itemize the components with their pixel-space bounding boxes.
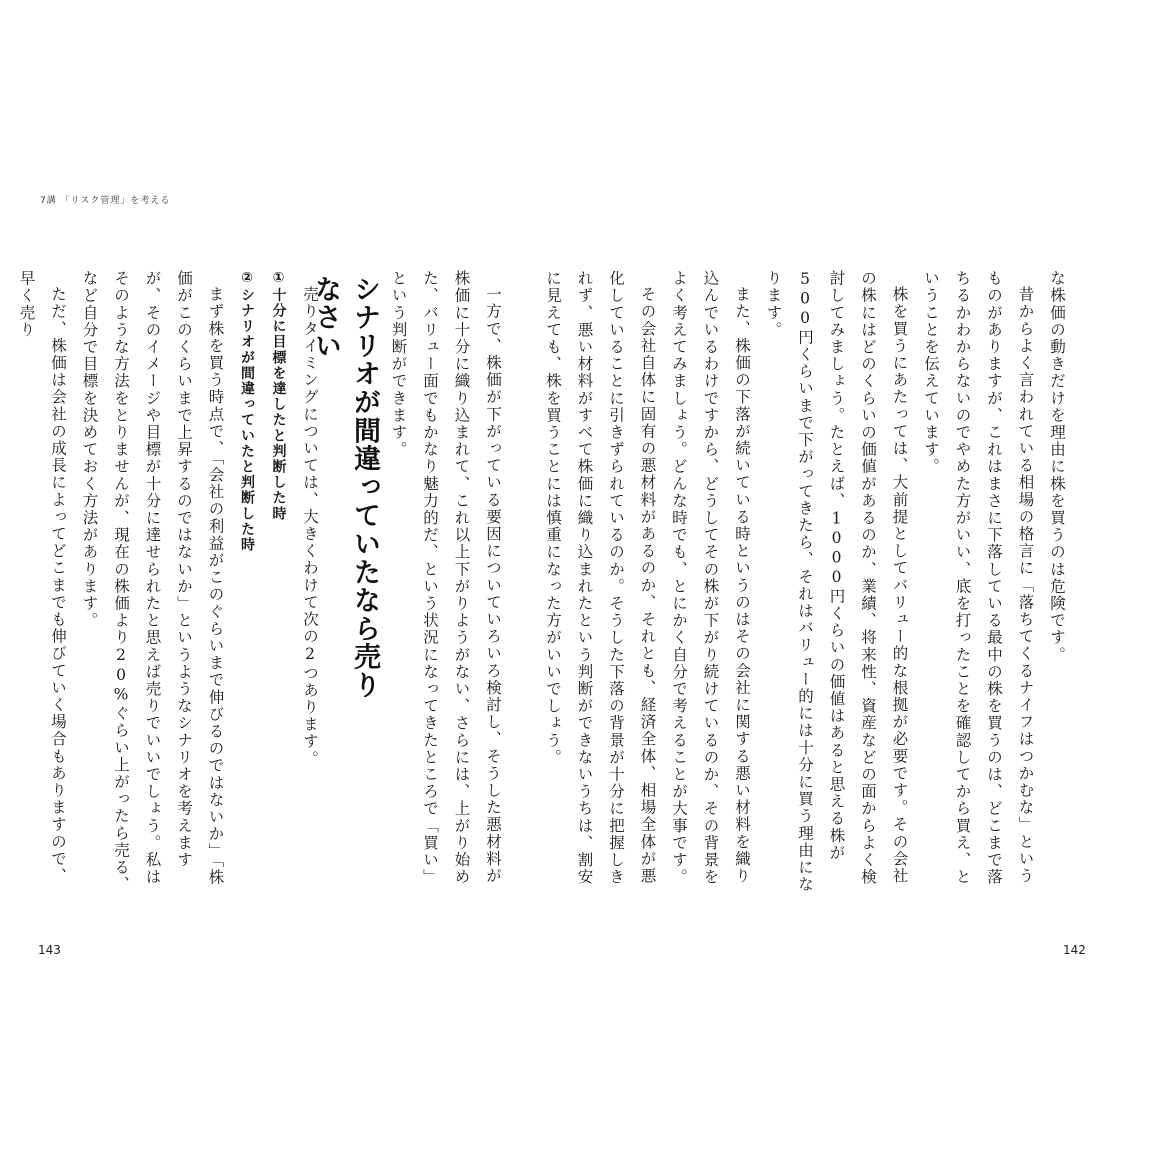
left-body-text xyxy=(17,270,325,900)
list-item: ②シナリオが間違っていたと判断した時 xyxy=(239,270,255,553)
right-body-text xyxy=(544,270,1072,900)
left-intro-text xyxy=(389,270,508,900)
paragraph: な株価の動きだけを理由に株を買うのは危険です。 xyxy=(1048,270,1066,664)
page-number: 143 xyxy=(38,943,61,957)
paragraph: まず株を買う時点で、「会社の利益がこのぐらいまで伸びるのではないか」「株価がこのくらいまで上昇するのではないか」というようなシナリオを考えますが、そのイメージや目標が十分に達せられたと思えば売りでいいでしょう。私はそのような方法をとりませんが、現在の株価より20%ぐらい上がったら売る、など自分で目標を決めておく方法があります。 xyxy=(80,270,225,894)
section-headline: シナリオが間違っていたなら売りなさい xyxy=(310,275,380,700)
paragraph: 一方で、株価が下がっている要因についていろいろ検討し、そうした悪材料が株価に十分に織り込まれて、これ以上下がりようがない、さらには、上がり始めた、バリュー面でもかなり魅力的だ、という状況になってきたところで「買い」という判断ができます。 xyxy=(389,270,502,886)
paragraph: 株を買うにあたっては、大前提としてバリュー的な根拠が必要です。その会社の株にはどのくらいの価値があるのか、業績、将来性、資産などの面からよく検討してみましょう。たとえば、1000円くらいの価値はあると思える株が500円くらいまで下がってきたら、それはバリュー的には十分に買う理由になります。 xyxy=(764,270,909,894)
paragraph: また、株価の下落が続いている時というのはその会社に関する悪い材料を織り込んでいるわけですから、どうしてその株が下がり続けているのか、その背景をよく考えてみましょう。どんな時でも、とにかく自分で考えることが大事です。 xyxy=(670,270,751,886)
paragraph: その会社自体に固有の悪材料があるのか、それとも、経済全体、相場全体が悪化していることに引きずられているのか。そうした下落の背景が十分に把握しきれず、悪い材料がすべて株価に織り込まれたという判断ができないうちは、割安に見えても、株を買うことには慎重になった方がいいでしょう。 xyxy=(544,270,657,886)
page-number: 142 xyxy=(1063,943,1086,957)
list-item: ①十分に目標を達したと判断した時 xyxy=(270,270,287,522)
paragraph: ただ、株価は会社の成長によってどこまでも伸びていく場合もありますので、早く売り xyxy=(17,270,67,884)
paragraph: 売りタイミングについては、大きくわけて次の2つあります。 xyxy=(301,285,319,767)
paragraph: 昔からよく言われている相場の格言に「落ちてくるナイフはつかむな」というものがありますが、これはまさに下落している最中の株を買うのは、どこまで落ちるかわからないのでやめた方がいい、底を打ったことを確認してから買え、ということを伝えています。 xyxy=(922,270,1035,886)
right-page xyxy=(544,0,1150,1150)
running-head: 7講 「リスク管理」を考える xyxy=(40,196,171,206)
